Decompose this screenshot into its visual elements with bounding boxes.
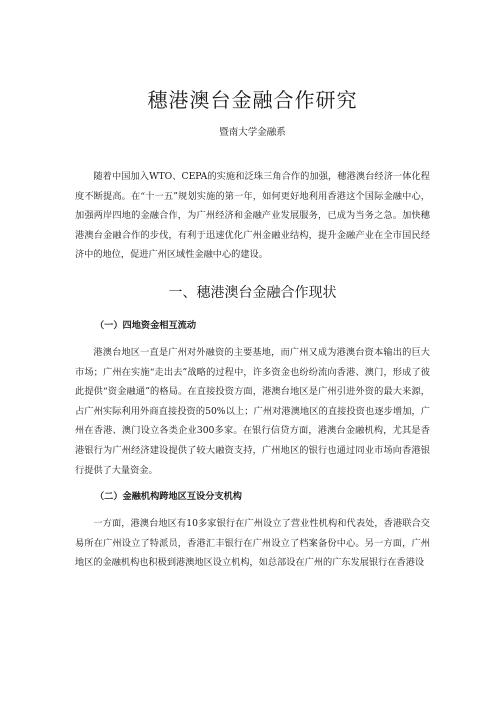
- abstract-paragraph: 随着中国加入WTO、CEPA的实施和泛珠三角合作的加强，穗港澳台经济一体化程度不断提高。在“十一五”规划实施的第一年，如何更好地利用香港这个国际金融中心，加强两岸四地的金融合作，为广州经济和金融产业发展服务，已成为当务之急。加快穗港澳台金融合作的步伐，有利于迅速优化广州金融业结构，提升金融产业在全市国民经济中的地位，促进广州区域性金融中心的建设。: [75, 171, 430, 261]
- section-heading: 一、穗港澳台金融合作现状: [168, 284, 337, 301]
- subsection-heading-1: （一）四地资金相互流动: [95, 319, 197, 331]
- author-affiliation: 暨南大学金融系: [219, 127, 286, 138]
- body-paragraph-2: 一方面，港澳台地区有10多家银行在广州设立了营业性机构和代表处，香港联合交易所在广州设立了特派员，香港汇丰银行在广州设立了档案备份中心。另一方面，广州地区的金融机构也积极到港澳地区设立机构，如总部设在广州的广东发展银行在香港设: [75, 518, 430, 569]
- document-title: 穗港澳台金融合作研究: [147, 88, 358, 112]
- subsection-heading-2: （二）金融机构跨地区互设分支机构: [95, 491, 242, 503]
- body-paragraph-1: 港澳台地区一直是广州对外融资的主要基地，而广州又成为港澳台资本输出的巨大市场；广州在实施“走出去”战略的过程中，许多资金也纷纷流向香港、澳门，形成了彼此提供“资金融通”的格局。在直接投资方面，港澳台地区是广州引进外资的最大来源，占广州实际利用外商直接投资的50%以上；广州对港澳地区的直接投资也逐步增加，广州在香港、澳门设立各类企业300多家。在银行信贷方面，港澳台金融机构，尤其是香港银行为广州经济建设提供了较大融资支持，广州地区的银行也通过同业市场向香港银行提供了大量资金。: [75, 346, 430, 476]
